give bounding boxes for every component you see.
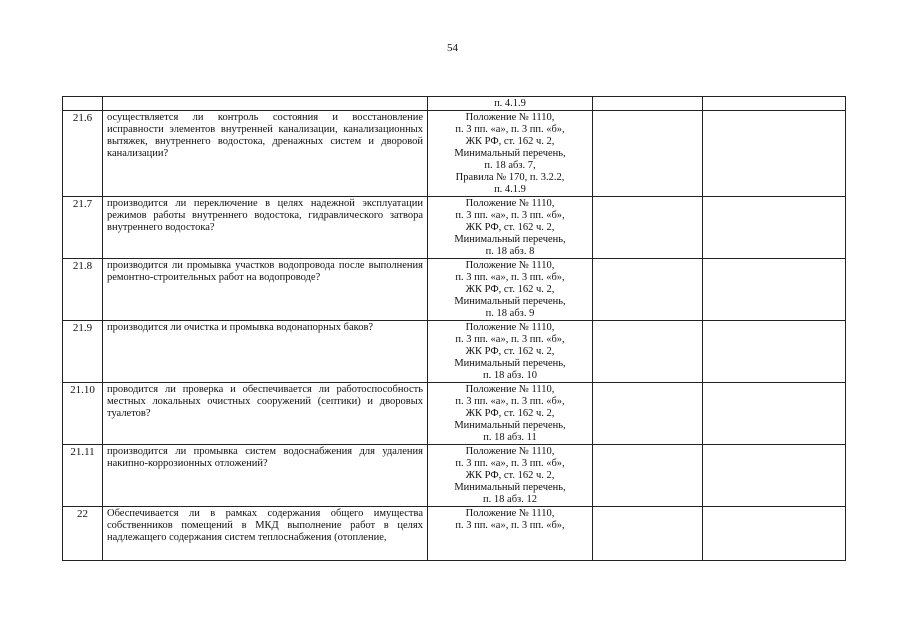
answer-cell <box>593 259 703 321</box>
reference-line: Минимальный перечень, <box>454 420 566 431</box>
reference-line: Минимальный перечень, <box>454 482 566 493</box>
reference-line: Минимальный перечень, <box>454 358 566 369</box>
row-number-cell: 21.8 <box>63 259 103 321</box>
reference-line: п. 3 пп. «а», п. 3 пп. «б», <box>455 272 565 283</box>
question-cell: производится ли промывка участков водопровода после выполнения ремонтно-строительных работ на водопроводе? <box>103 259 428 321</box>
table-row <box>63 383 846 445</box>
reference-line: ЖК РФ, ст. 162 ч. 2, <box>465 470 555 481</box>
answer-cell <box>593 445 703 507</box>
question-cell: Обеспечивается ли в рамках содержания общего имущества собственников помещений в МКД выполнение работ в целях надлежащего содержания систем теплоснабжения (отопление, <box>103 507 428 561</box>
answer-cell <box>593 383 703 445</box>
reference-cell <box>428 97 593 111</box>
question-cell: производится ли промывка систем водоснабжения для удаления накипно-коррозионных отложений? <box>103 445 428 507</box>
comment-cell <box>703 197 846 259</box>
reference-cell <box>428 197 593 259</box>
comment-cell <box>703 383 846 445</box>
reference-line: п. 18 абз. 11 <box>483 432 537 443</box>
reference-line: ЖК РФ, ст. 162 ч. 2, <box>465 136 555 147</box>
question-cell: производится ли очистка и промывка водонапорных баков? <box>103 321 428 383</box>
row-number-cell: 21.6 <box>63 111 103 197</box>
comment-cell <box>703 111 846 197</box>
reference-line: Минимальный перечень, <box>454 296 566 307</box>
question-cell: осуществляется ли контроль состояния и восстановление исправности элементов внутренней канализации, канализационных вытяжек, внутреннего водостока, дренажных систем и дворовой канализации? <box>103 111 428 197</box>
table-row <box>63 507 846 561</box>
reference-line: п. 3 пп. «а», п. 3 пп. «б», <box>455 396 565 407</box>
reference-line: п. 18 абз. 10 <box>483 370 537 381</box>
row-number-cell <box>63 97 103 111</box>
reference-line: п. 18 абз. 9 <box>485 308 535 319</box>
reference-line: Положение № 1110, <box>465 384 555 395</box>
reference-cell <box>428 445 593 507</box>
reference-line: п. 18 абз. 12 <box>483 494 537 505</box>
answer-cell <box>593 507 703 561</box>
row-number-cell: 21.7 <box>63 197 103 259</box>
reference-line: п. 18 абз. 7, <box>484 160 536 171</box>
reference-line: ЖК РФ, ст. 162 ч. 2, <box>465 346 555 357</box>
reference-line: Положение № 1110, <box>465 322 555 333</box>
reference-line: ЖК РФ, ст. 162 ч. 2, <box>465 222 555 233</box>
answer-cell <box>593 111 703 197</box>
reference-line: п. 3 пп. «а», п. 3 пп. «б», <box>455 458 565 469</box>
answer-cell <box>593 321 703 383</box>
reference-line: ЖК РФ, ст. 162 ч. 2, <box>465 284 555 295</box>
table-row <box>63 445 846 507</box>
reference-line: Минимальный перечень, <box>454 234 566 245</box>
reference-line: п. 3 пп. «а», п. 3 пп. «б», <box>455 210 565 221</box>
table-row <box>63 197 846 259</box>
table-body <box>63 97 846 561</box>
reference-cell <box>428 259 593 321</box>
checklist-table <box>62 96 846 561</box>
reference-line: п. 4.1.9 <box>494 98 526 109</box>
reference-line: Положение № 1110, <box>465 260 555 271</box>
reference-cell <box>428 321 593 383</box>
reference-line: п. 3 пп. «а», п. 3 пп. «б», <box>455 520 565 531</box>
reference-line: п. 3 пп. «а», п. 3 пп. «б», <box>455 124 565 135</box>
table-row <box>63 111 846 197</box>
reference-line: п. 4.1.9 <box>494 184 526 195</box>
question-cell: проводится ли проверка и обеспечивается ли работоспособность местных локальных очистных сооружений (септики) и дворовых туалетов? <box>103 383 428 445</box>
question-cell: производится ли переключение в целях надежной эксплуатации режимов работы внутреннего водостока, гидравлического затвора внутреннего водостока? <box>103 197 428 259</box>
reference-line: Положение № 1110, <box>465 112 555 123</box>
table-row <box>63 259 846 321</box>
reference-cell <box>428 383 593 445</box>
comment-cell <box>703 259 846 321</box>
comment-cell <box>703 97 846 111</box>
row-number-cell: 22 <box>63 507 103 561</box>
question-cell <box>103 97 428 111</box>
answer-cell <box>593 197 703 259</box>
row-number-cell: 21.10 <box>63 383 103 445</box>
reference-cell <box>428 507 593 561</box>
reference-line: п. 3 пп. «а», п. 3 пп. «б», <box>455 334 565 345</box>
row-number-cell: 21.9 <box>63 321 103 383</box>
reference-cell <box>428 111 593 197</box>
reference-line: п. 18 абз. 8 <box>485 246 535 257</box>
reference-line: Положение № 1110, <box>465 198 555 209</box>
reference-line: Минимальный перечень, <box>454 148 566 159</box>
page-number: 54 <box>447 42 458 54</box>
reference-line: Положение № 1110, <box>465 446 555 457</box>
table-row-continued <box>63 97 846 111</box>
table-row <box>63 321 846 383</box>
reference-line: Положение № 1110, <box>465 508 555 519</box>
comment-cell <box>703 321 846 383</box>
row-number-cell: 21.11 <box>63 445 103 507</box>
comment-cell <box>703 445 846 507</box>
comment-cell <box>703 507 846 561</box>
answer-cell <box>593 97 703 111</box>
reference-line: Правила № 170, п. 3.2.2, <box>455 172 565 183</box>
reference-line: ЖК РФ, ст. 162 ч. 2, <box>465 408 555 419</box>
